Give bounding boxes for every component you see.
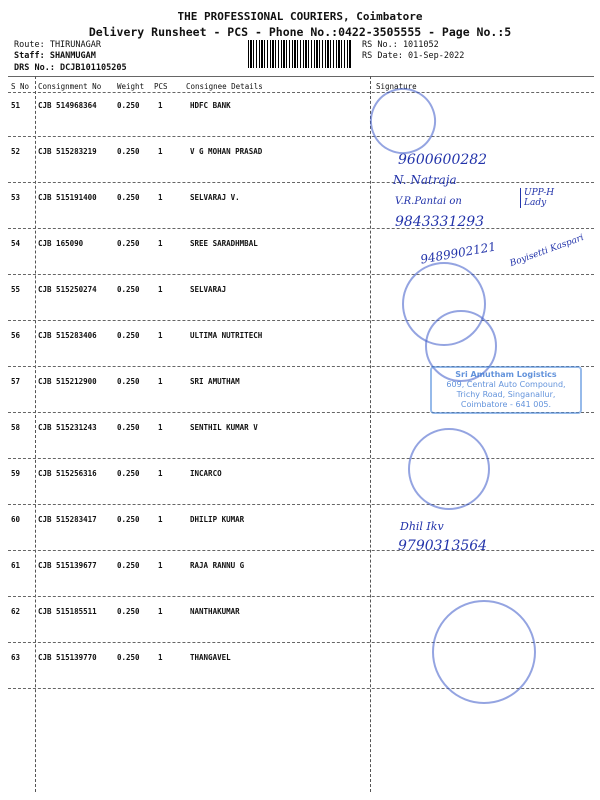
row-pcs: 1 [158, 561, 163, 570]
row-sno: 52 [11, 147, 21, 156]
staff: Staff: SHANMUGAM [14, 51, 96, 61]
col-sno: S No [11, 82, 30, 91]
row-consignee: NANTHAKUMAR [190, 607, 240, 616]
row-pcs: 1 [158, 607, 163, 616]
row-pcs: 1 [158, 193, 163, 202]
row-sno: 56 [11, 331, 21, 340]
handwritten-name: Boyisetti Kaspari [508, 232, 586, 270]
row-sno: 62 [11, 607, 21, 616]
row-consignee: SENTHIL KUMAR V [190, 423, 258, 432]
row-pcs: 1 [158, 423, 163, 432]
row-sno: 53 [11, 193, 21, 202]
stamp-address: 609, Central Auto Compound, Trichy Road, Singanallur, Coimbatore - 641 005. [446, 380, 566, 409]
row-sno: 51 [11, 101, 21, 110]
handwritten-name: Dhil Ikv [400, 520, 444, 533]
row-pcs: 1 [158, 101, 163, 110]
header-rule-bottom [8, 92, 594, 93]
row-consignee: SELVARAJ [190, 285, 227, 294]
row-pcs: 1 [158, 469, 163, 478]
row-consignee: V G MOHAN PRASAD [190, 147, 263, 156]
row-weight: 0.250 [117, 193, 140, 202]
row-consignment: CJB 515191400 [38, 193, 97, 202]
row-sno: 58 [11, 423, 21, 432]
handwritten-phone: 9600600282 [398, 152, 488, 168]
row-weight: 0.250 [117, 607, 140, 616]
drs-number: DRS No.: DCJB101105205 [14, 63, 127, 73]
row-divider [8, 504, 594, 505]
row-consignment: CJB 515283219 [38, 147, 97, 156]
saradhambal-stamp [432, 600, 536, 704]
row-weight: 0.250 [117, 515, 140, 524]
row-consignee: THANGAVEL [190, 653, 231, 662]
rs-number: RS No.: 1011052 [362, 40, 439, 50]
row-divider [8, 274, 594, 275]
table-row [0, 469, 370, 481]
col-pcs: PCS [154, 82, 168, 91]
column-divider [370, 76, 371, 792]
table-row [0, 377, 370, 389]
subtitle: Delivery Runsheet - PCS - Phone No.:0422-3505555 - Page No.:5 [88, 25, 512, 39]
rs-date: RS Date: 01-Sep-2022 [362, 51, 465, 61]
table-row [0, 285, 370, 297]
stamp-company: Sri Amutham Logistics [455, 370, 557, 379]
row-weight: 0.250 [117, 147, 140, 156]
handwritten-phone: 9790313564 [398, 538, 488, 554]
row-pcs: 1 [158, 239, 163, 248]
handwritten-name: N. Natraja [393, 173, 457, 187]
row-consignment: CJB 515283406 [38, 331, 97, 340]
table-row [0, 515, 370, 527]
row-sno: 63 [11, 653, 21, 662]
route: Route: THIRUNAGAR [14, 40, 101, 50]
row-consignment: CJB 515139770 [38, 653, 97, 662]
col-weight: Weight [117, 82, 145, 91]
row-weight: 0.250 [117, 377, 140, 386]
row-pcs: 1 [158, 653, 163, 662]
row-consignment: CJB 515231243 [38, 423, 97, 432]
row-consignment: CJB 515139677 [38, 561, 97, 570]
row-pcs: 1 [158, 331, 163, 340]
row-consignee: SELVARAJ V. [190, 193, 240, 202]
row-divider [8, 596, 594, 597]
row-consignee: SREE SARADHMBAL [190, 239, 258, 248]
row-consignee: DHILIP KUMAR [190, 515, 245, 524]
table-row [0, 193, 370, 205]
row-weight: 0.250 [117, 239, 140, 248]
row-sno: 55 [11, 285, 21, 294]
title: THE PROFESSIONAL COURIERS, Coimbatore [177, 10, 423, 23]
row-consignee: INCARCO [190, 469, 222, 478]
table-row [0, 561, 370, 573]
row-consignee: RAJA RANNU G [190, 561, 245, 570]
row-sno: 60 [11, 515, 21, 524]
handwritten-note: UPP-H Lady [520, 188, 579, 208]
row-divider [8, 458, 594, 459]
row-sno: 54 [11, 239, 21, 248]
row-pcs: 1 [158, 285, 163, 294]
row-consignment: CJB 515212900 [38, 377, 97, 386]
col-consignee: Consignee Details [186, 82, 263, 91]
table-row [0, 331, 370, 343]
sri-amutham-stamp [430, 366, 582, 414]
row-weight: 0.250 [117, 423, 140, 432]
table-row [0, 423, 370, 435]
row-consignee: ULTIMA NUTRITECH [190, 331, 263, 340]
handwritten-phone: 9489902121 [419, 239, 497, 267]
row-consignment: CJB 515250274 [38, 285, 97, 294]
row-pcs: 1 [158, 377, 163, 386]
row-consignment: CJB 514968364 [38, 101, 97, 110]
row-consignment: CJB 515185511 [38, 607, 97, 616]
row-consignee: SRI AMUTHAM [190, 377, 240, 386]
row-divider [8, 228, 594, 229]
row-consignee: HDFC BANK [190, 101, 231, 110]
col-signature: Signature [376, 82, 417, 91]
table-row [0, 607, 370, 619]
row-pcs: 1 [158, 147, 163, 156]
row-consignment: CJB 165090 [38, 239, 84, 248]
row-weight: 0.250 [117, 331, 140, 340]
row-divider [8, 320, 594, 321]
row-sno: 61 [11, 561, 21, 570]
row-consignment: CJB 515256316 [38, 469, 97, 478]
table-row [0, 239, 370, 251]
row-pcs: 1 [158, 515, 163, 524]
table-row [0, 653, 370, 665]
row-weight: 0.250 [117, 653, 140, 662]
row-divider [8, 136, 594, 137]
barcode [248, 40, 352, 68]
row-weight: 0.250 [117, 561, 140, 570]
row-weight: 0.250 [117, 101, 140, 110]
row-weight: 0.250 [117, 469, 140, 478]
handwritten-name: V.R.Pantai on [395, 196, 462, 207]
row-consignment: CJB 515283417 [38, 515, 97, 524]
header-rule-top [8, 76, 594, 77]
row-divider [8, 182, 594, 183]
row-weight: 0.250 [117, 285, 140, 294]
table-row [0, 101, 370, 113]
row-divider [8, 550, 594, 551]
row-sno: 59 [11, 469, 21, 478]
table-row [0, 147, 370, 159]
row-sno: 57 [11, 377, 21, 386]
incarco-stamp [408, 428, 490, 510]
handwritten-phone: 9843331293 [395, 214, 485, 230]
col-consignment: Consignment No [38, 82, 102, 91]
